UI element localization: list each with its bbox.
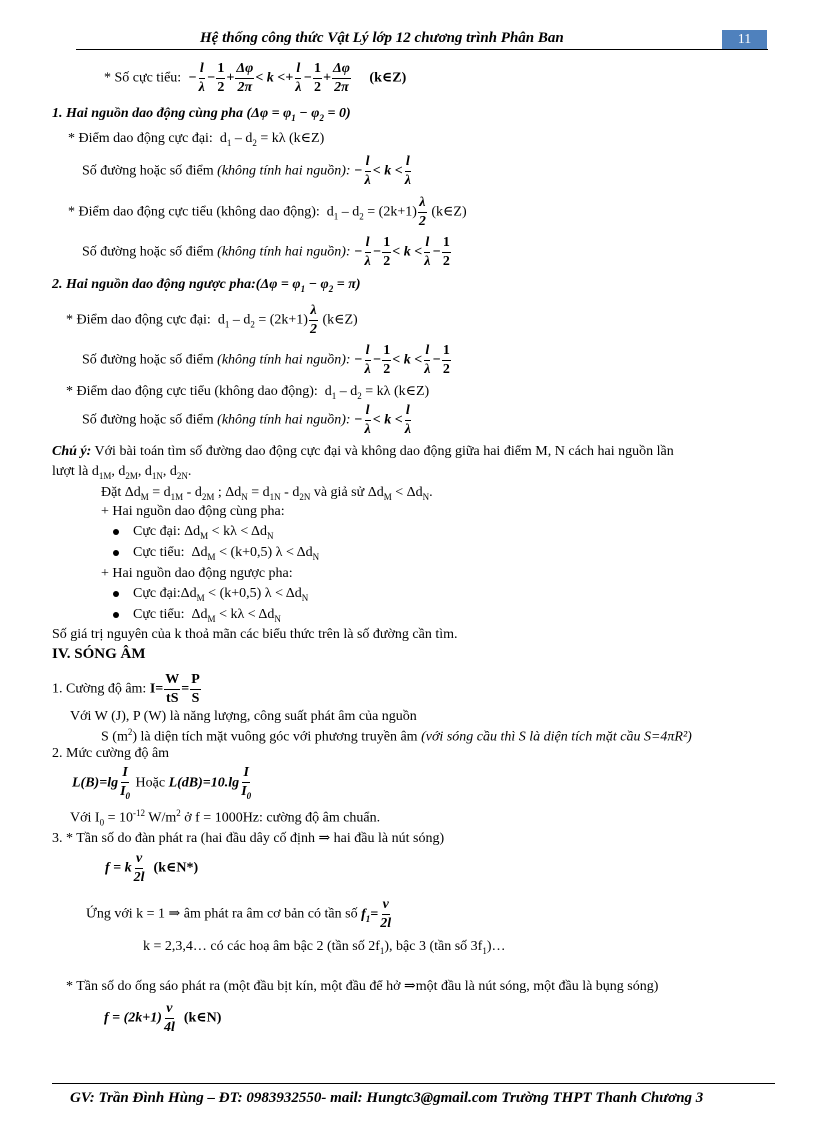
cung-pha-cuc-dai-item: Cực đại: $\Delta d_M < k\lambda < \Delta d_N$ [113,524,273,541]
header-title: Hệ thống công thức Vật Lý lớp 12 chương trình Phân Ban [200,30,564,46]
cung-pha-sub-heading: + Hai nguồn dao động cùng pha: [101,504,285,519]
footer-text: GV: Trần Đình Hùng – ĐT: 0983932550- mail: Hungtc3@gmail.com Trường THPT Thanh Chương 3 [70,1090,704,1106]
label: * Số cực tiểu: [104,70,182,86]
tan-so-ong-heading: * Tần số do ống sáo phát ra (một đầu bịt kín, một đầu để hở ⇒một đầu là nút sóng, một đầu là bụng sóng) [66,979,659,994]
tan-so-dan-heading: 3. * Tần số do đàn phát ra (hai đầu dây cố định ⇒ hai đầu là nút sóng) [52,831,445,846]
heading-nguoc-pha: 2. Hai nguồn dao động ngược pha:(Δφ = $\varphi_1 - \varphi_2 = \pi$) [52,277,361,294]
chu-y-line-2: lượt là $d_{1M}$, $d_{2M}$, $d_{1N}$, $d_{2N}$. [52,464,192,481]
hoa-am-line: k = 2,3,4… có các hoạ âm bậc 2 (tần số $2f_1$), bậc 3 (tần số $3f_1)\dots$ [143,939,506,956]
muc-cuong-do-formula: L(B)=lg $\frac{I}{I_0}$ Hoặc L(dB)=10.lg $\frac{I}{I_0}$ [72,765,252,801]
page-number: 11 [722,30,767,49]
nguoc-pha-cuc-tieu-item: Cực tiểu: $\Delta d_M < k\lambda < \Delta d_N$ [113,607,281,624]
voi-i0-line: Với $I_0 = 10^{-12}$ $W/m^2$ ở f = 1000Hz: cường độ âm chuẩn. [70,808,381,828]
nguoc-pha-cuc-tieu: * Điểm dao động cực tiểu (không dao động): $d_1 - d_2 = k\lambda$ (k∈Z) [66,384,430,401]
ung-voi-line: Ứng với k = 1 ⇒ âm phát ra âm cơ bản có tần số $f_1=$ $\frac{v}{2l}$ [86,897,392,931]
dat-line: Đặt $\Delta d_M = d_{1M} - d_{2M}$ ; $\Delta d_N = d_{1N} - d_{2N}$ và giả sử $\Delta d_M < \Delta d_N$. [101,485,433,502]
cung-pha-cuc-tieu-item: Cực tiểu: $\Delta d_M < (k+0,5) \lambda < \Delta d_N$ [113,545,319,562]
section-iv-heading: IV. SÓNG ÂM [52,646,146,662]
cung-pha-so-duong-1: Số đường hoặc số điểm (không tính hai nguồn): − $\frac{l}{\lambda}$ < k < $\frac{l}{\lambda}$ [82,154,411,188]
voi-w-line: Với W (J), P (W) là năng lượng, công suất phát âm của nguồn [70,709,417,724]
tan-so-ong-formula: f = (2k+1) $\frac{v}{4l}$ (k∈N) [104,1001,222,1035]
footer-rule [52,1083,775,1084]
cuong-do-am: 1. Cường độ âm: I= $\frac{W}{tS}$ = $\frac{P}{S}$ [52,672,200,706]
nguoc-pha-cuc-dai-item: Cực $đại:\Delta d_M < (k+0,5) \lambda < \Delta d_N$ [113,586,308,603]
header-rule [76,49,768,50]
nguoc-pha-so-duong-2: Số đường hoặc số điểm (không tính hai nguồn): − $\frac{l}{\lambda}$ < k < $\frac{l}{\lambda}$ [82,403,411,437]
tan-so-dan-formula: f = k $\frac{v}{2l}$ (k∈N*) [105,851,199,885]
muc-cuong-do-heading: 2. Mức cường độ âm [52,746,170,761]
nguoc-pha-cuc-dai: * Điểm dao động cực đại: $d_1 - d_2 = (2k+1)$ $\frac{\lambda}{2}$ (k∈Z) [66,303,358,337]
cung-pha-so-duong-2: Số đường hoặc số điểm (không tính hai nguồn): − $\frac{l}{\lambda}$ − $\frac{1}{2}$ < k < $\frac{l}{\lambda}$ − $\frac{1}{2}$ [82,235,450,269]
heading-cung-pha: 1. Hai nguồn dao động cùng pha $(\Delta\varphi = \varphi_1 - \varphi_2 = 0)$ [52,106,351,123]
s-m2-line: S $(m^2)$ là diện tích mặt vuông góc với phương truyền âm (với sóng cầu thì S là diện tích mặt cầu S=4πR²) [101,727,692,745]
cung-pha-cuc-dai: * Điểm dao động cực đại: $d_1 - d_2 = k\lambda$ (k∈Z) [68,131,325,148]
so-cuc-tieu-line: * Số cực tiểu: − $\frac{l}{\lambda}$ − $\frac{1}{2}$ + $\frac{\Delta\varphi}{2\pi}$ < k <+ $\frac{l}{\lambda}$ − $\frac{1}{2}$ + $\frac{\Delta\varphi}{2\pi}$ (k∈Z) [104,61,407,95]
cung-pha-cuc-tieu: * Điểm dao động cực tiểu (không dao động): $d_1 - d_2 = (2k+1)$ $\frac{\lambda}{2}$ (k∈Z) [68,195,467,229]
chu-y-line-1: Chú ý: Với bài toán tìm số đường dao động cực đại và không dao động giữa hai điểm M, N cách hai nguồn lần [52,444,674,459]
nguoc-pha-so-duong-1: Số đường hoặc số điểm (không tính hai nguồn): − $\frac{l}{\lambda}$ − $\frac{1}{2}$ < k < $\frac{l}{\lambda}$ − $\frac{1}{2}$ [82,343,450,377]
so-gia-tri: Số giá trị nguyên của k thoả mãn các biểu thức trên là số đường cần tìm. [52,627,458,642]
nguoc-pha-sub-heading: + Hai nguồn dao động ngược pha: [101,566,293,581]
